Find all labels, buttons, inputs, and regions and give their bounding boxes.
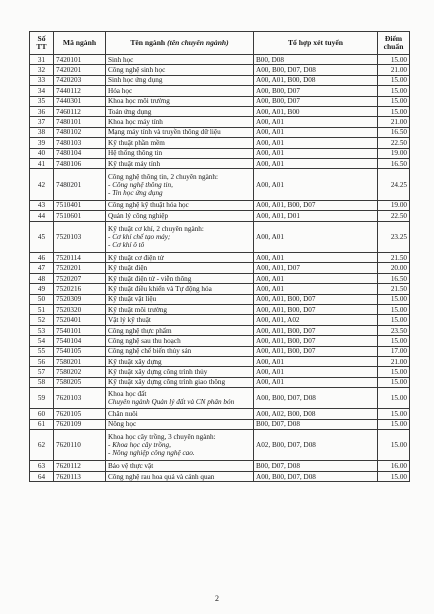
row-code: 7420101 (54, 55, 106, 65)
row-score: 15.00 (378, 75, 410, 85)
row-combos: A00, A01, B00, D07 (254, 336, 378, 346)
table-row (30, 200, 410, 210)
row-stt: 44 (30, 211, 54, 221)
table-row (30, 367, 410, 377)
row-combos: A00, A02, B00, D08 (254, 409, 378, 419)
row-combos: A00, A01 (254, 117, 378, 127)
row-specialization: - Công nghệ thông tin, (108, 180, 173, 189)
row-name (106, 158, 254, 168)
row-name (106, 273, 254, 283)
row-code: 7480102 (54, 127, 106, 137)
row-combos: A00, B00, D07, D08 (254, 65, 378, 75)
table-row (30, 158, 410, 168)
row-combos: A00, B00, D07 (254, 96, 378, 106)
row-score: 15.00 (378, 86, 410, 96)
row-combos: A00, A01 (254, 221, 378, 253)
row-code: 7510601 (54, 211, 106, 221)
table-row (30, 325, 410, 335)
row-combos: A00, A01, B00 (254, 106, 378, 116)
header-score: Điểm chuẩn (378, 32, 410, 55)
row-score: 15.00 (378, 409, 410, 419)
row-combos: A00, A01, D01 (254, 211, 378, 221)
row-stt: 50 (30, 294, 54, 304)
table-row (30, 305, 410, 315)
row-code: 7620109 (54, 419, 106, 429)
row-name (106, 211, 254, 221)
row-score: 21.50 (378, 253, 410, 263)
row-combos: A00, A01 (254, 284, 378, 294)
row-code: 7520201 (54, 263, 106, 273)
row-name-text: Khoa học đất (108, 390, 147, 399)
table-row (30, 65, 410, 75)
row-score: 21.50 (378, 284, 410, 294)
table-row (30, 138, 410, 148)
row-combos: A00, A01 (254, 367, 378, 377)
table-row (30, 471, 410, 481)
table-body (30, 55, 410, 482)
row-combos: A00, A01 (254, 148, 378, 158)
row-name (106, 367, 254, 377)
row-name (106, 356, 254, 366)
table-row (30, 461, 410, 471)
row-score: 21.00 (378, 117, 410, 127)
row-score: 15.00 (378, 315, 410, 325)
row-score: 15.00 (378, 419, 410, 429)
row-name (106, 461, 254, 471)
row-score: 15.00 (378, 336, 410, 346)
row-stt: 62 (30, 429, 54, 461)
row-score: 15.00 (378, 429, 410, 461)
row-stt: 33 (30, 75, 54, 85)
row-code: 7420203 (54, 75, 106, 85)
row-score: 15.00 (378, 377, 410, 387)
row-name-text: Bảo vệ thực vật (108, 462, 154, 471)
row-stt: 56 (30, 356, 54, 366)
row-score: 16.50 (378, 158, 410, 168)
row-code: 7480103 (54, 138, 106, 148)
row-stt: 60 (30, 409, 54, 419)
table-row (30, 55, 410, 65)
row-score: 15.00 (378, 106, 410, 116)
row-name (106, 221, 254, 253)
row-name-text: Công nghệ sinh học (108, 66, 166, 75)
row-stt: 39 (30, 138, 54, 148)
row-name-text: Quản lý công nghiệp (108, 211, 169, 220)
row-name (106, 138, 254, 148)
table-row (30, 419, 410, 429)
table-row (30, 284, 410, 294)
row-combos: A02, B00, D07, D08 (254, 429, 378, 461)
row-name (106, 263, 254, 273)
row-score: 22.50 (378, 138, 410, 148)
row-name-text: Kỹ thuật điện (108, 264, 148, 273)
row-score: 17.00 (378, 346, 410, 356)
row-stt: 48 (30, 273, 54, 283)
row-stt: 53 (30, 325, 54, 335)
row-stt: 59 (30, 388, 54, 409)
row-score: 19.00 (378, 148, 410, 158)
table-row (30, 106, 410, 116)
row-combos: A00, A01, A02 (254, 315, 378, 325)
row-stt: 58 (30, 377, 54, 387)
row-name-text: Công nghệ thực phẩm (108, 326, 172, 335)
row-name-text: Công nghệ chế biến thủy sản (108, 347, 192, 356)
row-name (106, 86, 254, 96)
row-code: 7440112 (54, 86, 106, 96)
row-specialization: - Cơ khí chế tạo máy; (108, 232, 171, 241)
row-code: 7520114 (54, 253, 106, 263)
row-name (106, 127, 254, 137)
row-score: 22.50 (378, 211, 410, 221)
row-code: 7520216 (54, 284, 106, 294)
row-code: 7480101 (54, 117, 106, 127)
table-row (30, 75, 410, 85)
table-row (30, 346, 410, 356)
row-name (106, 284, 254, 294)
table-row (30, 148, 410, 158)
row-score: 15.00 (378, 471, 410, 481)
row-name (106, 471, 254, 481)
row-score: 21.00 (378, 356, 410, 366)
table-row (30, 377, 410, 387)
row-stt: 36 (30, 106, 54, 116)
row-combos: B00, D07, D08 (254, 419, 378, 429)
row-name (106, 388, 254, 409)
row-stt: 32 (30, 65, 54, 75)
row-name (106, 200, 254, 210)
row-combos: B00, D08 (254, 55, 378, 65)
row-stt: 63 (30, 461, 54, 471)
row-name (106, 106, 254, 116)
row-stt: 55 (30, 346, 54, 356)
header-code: Mã ngành (54, 32, 106, 55)
row-name-text: Công nghệ kỹ thuật hóa học (108, 201, 189, 210)
row-code: 7580202 (54, 367, 106, 377)
row-name (106, 294, 254, 304)
table-row (30, 409, 410, 419)
row-code: 7620112 (54, 461, 106, 471)
row-stt: 45 (30, 221, 54, 253)
table-row (30, 253, 410, 263)
row-code: 7620105 (54, 409, 106, 419)
table-row (30, 96, 410, 106)
header-stt: Số TT (30, 32, 54, 55)
row-name (106, 96, 254, 106)
table-row (30, 263, 410, 273)
row-combos: A00, A01 (254, 356, 378, 366)
row-score: 20.00 (378, 263, 410, 273)
row-stt: 42 (30, 169, 54, 201)
table-row (30, 315, 410, 325)
table-row (30, 127, 410, 137)
row-combos: A00, A01, B00, D07 (254, 200, 378, 210)
table-row (30, 356, 410, 366)
page-number: 2 (215, 594, 219, 603)
row-name (106, 419, 254, 429)
row-score: 23.25 (378, 221, 410, 253)
row-score: 15.00 (378, 388, 410, 409)
row-code: 7480104 (54, 148, 106, 158)
table-row (30, 86, 410, 96)
row-name-text: Kỹ thuật máy tính (108, 159, 161, 168)
table-row (30, 294, 410, 304)
row-name (106, 253, 254, 263)
row-name-text: Công nghệ thông tin, 2 chuyên ngành: (108, 172, 218, 181)
row-name (106, 169, 254, 201)
row-code: 7620103 (54, 388, 106, 409)
table-header-row (30, 32, 410, 55)
row-score: 16.00 (378, 461, 410, 471)
row-name (106, 346, 254, 356)
row-name (106, 305, 254, 315)
row-name-text: Kỹ thuật cơ khí, 2 chuyên ngành: (108, 224, 204, 233)
table-row (30, 273, 410, 283)
row-name-text: Kỹ thuật cơ điện tử (108, 253, 164, 262)
row-name-text: Khoa học cây trồng, 3 chuyên ngành: (108, 433, 216, 442)
row-combos: A00, A01 (254, 169, 378, 201)
row-combos: A00, B00, D07, D08 (254, 471, 378, 481)
row-score: 19.00 (378, 200, 410, 210)
row-code: 7460112 (54, 106, 106, 116)
row-combos: A00, A01, B00, D08 (254, 75, 378, 85)
row-specialization: - Cơ khí ô tô (108, 240, 145, 249)
table-row (30, 117, 410, 127)
row-score: 16.50 (378, 273, 410, 283)
row-stt: 34 (30, 86, 54, 96)
row-name (106, 377, 254, 387)
row-combos: A00, A01 (254, 158, 378, 168)
row-stt: 47 (30, 263, 54, 273)
row-stt: 40 (30, 148, 54, 158)
row-code: 7440301 (54, 96, 106, 106)
table-row (30, 336, 410, 346)
row-combos: A00, A01 (254, 127, 378, 137)
row-code: 7510401 (54, 200, 106, 210)
row-score: 15.00 (378, 55, 410, 65)
row-combos: A00, A01 (254, 138, 378, 148)
row-combos: B00, D07, D08 (254, 461, 378, 471)
row-name (106, 336, 254, 346)
row-stt: 38 (30, 127, 54, 137)
row-combos: A00, A01 (254, 273, 378, 283)
row-name-text: Khoa học môi trường (108, 97, 170, 106)
table-row (30, 169, 410, 201)
row-name-text: Toán ứng dụng (108, 107, 152, 116)
row-name-text: Kỹ thuật điện tử - viễn thông (108, 274, 192, 283)
row-score: 16.50 (378, 127, 410, 137)
row-name-text: Công nghệ sau thu hoạch (108, 336, 181, 345)
row-score: 15.00 (378, 294, 410, 304)
row-combos: A00, A01, D07 (254, 263, 378, 273)
row-stt: 31 (30, 55, 54, 65)
admission-score-table (29, 31, 410, 482)
row-combos: A00, B00, D07, D08 (254, 388, 378, 409)
row-combos: A00, A01, B00, D07 (254, 305, 378, 315)
row-stt: 49 (30, 284, 54, 294)
row-score: 21.00 (378, 65, 410, 75)
row-code: 7540105 (54, 346, 106, 356)
row-score: 15.00 (378, 367, 410, 377)
row-combos: A00, B00, D07 (254, 86, 378, 96)
table-row (30, 221, 410, 253)
row-stt: 52 (30, 315, 54, 325)
row-stt: 41 (30, 158, 54, 168)
row-name (106, 315, 254, 325)
row-code: 7620110 (54, 429, 106, 461)
row-code: 7620113 (54, 471, 106, 481)
row-name (106, 65, 254, 75)
row-score: 15.00 (378, 305, 410, 315)
row-name-text: Vật lý kỹ thuật (108, 316, 151, 325)
table-row (30, 388, 410, 409)
row-code: 7480106 (54, 158, 106, 168)
row-name (106, 325, 254, 335)
row-name-text: Chăn nuôi (108, 409, 138, 418)
row-code: 7520320 (54, 305, 106, 315)
row-specialization: - Khoa học cây trồng, (108, 441, 171, 450)
row-code: 7420201 (54, 65, 106, 75)
row-code: 7580205 (54, 377, 106, 387)
row-combos: A00, A01 (254, 253, 378, 263)
row-stt: 43 (30, 200, 54, 210)
row-stt: 54 (30, 336, 54, 346)
row-stt: 61 (30, 419, 54, 429)
row-stt: 35 (30, 96, 54, 106)
row-name-text: Kỹ thuật xây dựng công trình thủy (108, 368, 208, 377)
row-name-text: Kỹ thuật phần mềm (108, 138, 165, 147)
row-name-text: Sinh học (108, 55, 134, 64)
row-name-text: Nông học (108, 420, 137, 429)
row-code: 7520401 (54, 315, 106, 325)
row-name-text: Khoa học máy tính (108, 118, 163, 127)
row-name-text: Kỹ thuật điều khiển và Tự động hóa (108, 284, 212, 293)
header-combos: Tổ hợp xét tuyển (254, 32, 378, 55)
row-score: 24.25 (378, 169, 410, 201)
row-code: 7540104 (54, 336, 106, 346)
table-row (30, 211, 410, 221)
row-combos: A00, A01 (254, 377, 378, 387)
row-name-text: Sinh học ứng dụng (108, 76, 163, 85)
row-name-text: Kỹ thuật môi trường (108, 305, 168, 314)
row-code: 7580201 (54, 356, 106, 366)
row-specialization: - Nông nghiệp công nghệ cao. (108, 449, 195, 458)
row-code: 7480201 (54, 169, 106, 201)
row-code: 7540101 (54, 325, 106, 335)
row-name (106, 117, 254, 127)
row-code: 7520309 (54, 294, 106, 304)
header-name: Tên ngành (tên chuyên ngành) (106, 32, 254, 55)
row-specialization: - Tin học ứng dụng (108, 188, 163, 197)
row-stt: 46 (30, 253, 54, 263)
row-stt: 57 (30, 367, 54, 377)
row-name-text: Kỹ thuật xây dựng công trình giao thông (108, 378, 226, 387)
row-name-text: Kỹ thuật xây dựng (108, 357, 162, 366)
row-name (106, 75, 254, 85)
row-name-text: Hệ thống thông tin (108, 149, 163, 158)
row-score: 23.50 (378, 325, 410, 335)
row-name (106, 148, 254, 158)
row-combos: A00, A01, B00, D07 (254, 346, 378, 356)
row-combos: A00, A01, B00, D07 (254, 325, 378, 335)
row-name (106, 429, 254, 461)
row-name (106, 409, 254, 419)
row-stt: 64 (30, 471, 54, 481)
row-stt: 51 (30, 305, 54, 315)
table-row (30, 429, 410, 461)
row-name-text: Hóa học (108, 86, 133, 95)
row-name-text: Kỹ thuật vật liệu (108, 295, 157, 304)
row-combos: A00, A01, B00, D07 (254, 294, 378, 304)
row-code: 7520103 (54, 221, 106, 253)
row-name-text: Mạng máy tính và truyền thông dữ liệu (108, 128, 221, 137)
row-score: 15.00 (378, 96, 410, 106)
row-specialization: Chuyên ngành Quản lý đất và CN phân bón (108, 398, 235, 407)
row-stt: 37 (30, 117, 54, 127)
row-code: 7520207 (54, 273, 106, 283)
row-name-text: Công nghệ rau hoa quả và cảnh quan (108, 472, 215, 481)
row-name (106, 55, 254, 65)
